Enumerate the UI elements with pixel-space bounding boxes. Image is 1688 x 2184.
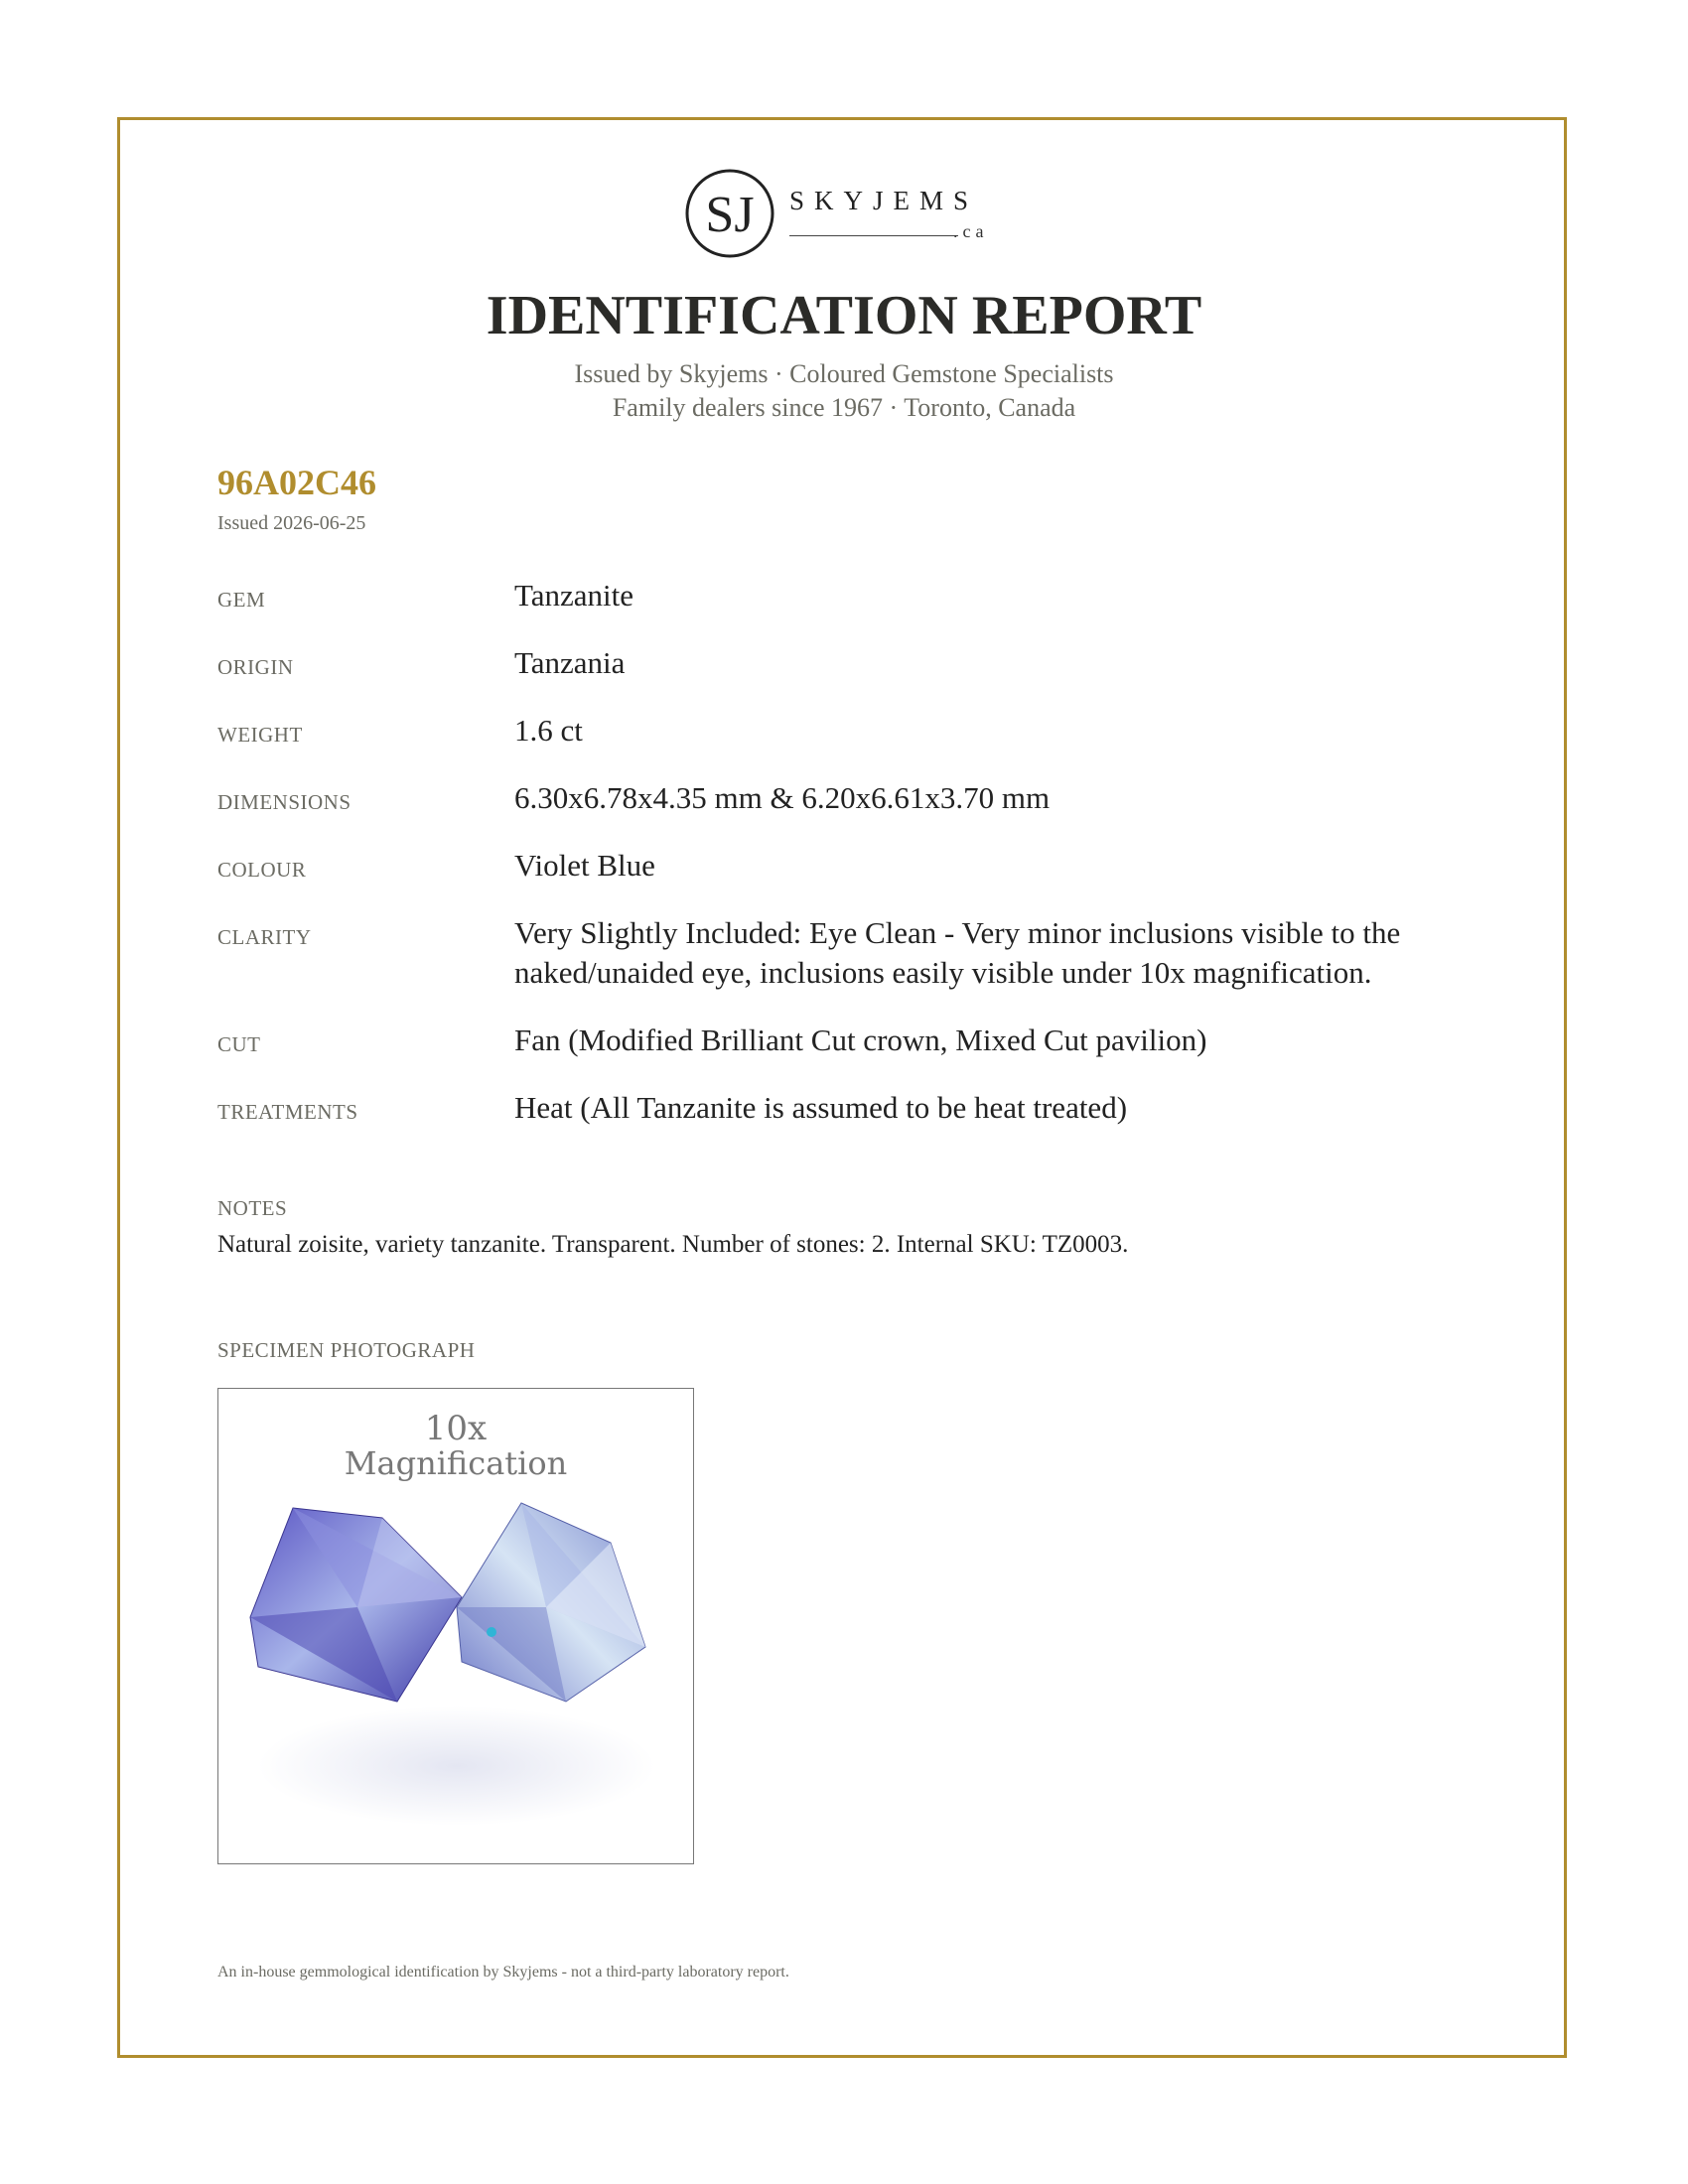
magnification-line-1: 10x	[424, 1409, 488, 1448]
value-dimensions: 6.30x6.78x4.35 mm & 6.20x6.61x3.70 mm	[514, 780, 1051, 815]
label-clarity: CLARITY	[217, 925, 312, 949]
label-treatments: TREATMENTS	[217, 1100, 358, 1124]
photo-label: SPECIMEN PHOTOGRAPH	[217, 1338, 476, 1362]
tanzanite-gems-image	[218, 1498, 693, 1855]
value-colour: Violet Blue	[514, 848, 655, 883]
logo-underline	[789, 235, 958, 236]
monogram-text: SJ	[705, 187, 755, 243]
subtitle-issuer: Issued by Skyjems · Coloured Gemstone Specialists	[574, 359, 1114, 388]
value-cut: Fan (Modified Brilliant Cut crown, Mixed Cut pavilion)	[514, 1023, 1207, 1057]
notes-text: Natural zoisite, variety tanzanite. Transparent. Number of stones: 2. Internal SKU: TZ0003.	[217, 1231, 1129, 1258]
label-gem: GEM	[217, 588, 266, 612]
logo-domain: .ca	[953, 221, 989, 241]
label-dimensions: DIMENSIONS	[217, 790, 352, 814]
specimen-photograph	[217, 1388, 694, 1864]
page-title: IDENTIFICATION REPORT	[486, 285, 1202, 346]
label-colour: COLOUR	[217, 858, 307, 882]
label-origin: ORIGIN	[217, 655, 294, 679]
label-weight: WEIGHT	[217, 723, 303, 747]
value-clarity: Very Slightly Included: Eye Clean - Very minor inclusions visible to the naked/unaided eye, inclusions easily visible under 10x magnification.	[514, 915, 1401, 990]
skyjems-logo	[685, 164, 1003, 263]
disclaimer-footer: An in-house gemmological identification by Skyjems - not a third-party laboratory report.	[217, 1964, 789, 1980]
value-origin: Tanzania	[514, 645, 626, 680]
label-cut: CUT	[217, 1032, 261, 1056]
value-weight: 1.6 ct	[514, 713, 583, 748]
report-id: 96A02C46	[217, 463, 376, 502]
value-gem: Tanzanite	[514, 578, 634, 613]
subtitle-location: Family dealers since 1967 · Toronto, Canada	[612, 393, 1076, 422]
value-treatments: Heat (All Tanzanite is assumed to be heat treated)	[514, 1090, 1128, 1125]
notes-label: NOTES	[217, 1196, 288, 1220]
logo-name: SKYJEMS	[789, 186, 979, 215]
sj-monogram-icon	[685, 164, 784, 263]
magnification-line-2: Magnification	[344, 1444, 568, 1482]
issue-date: Issued 2026-06-25	[217, 512, 366, 534]
